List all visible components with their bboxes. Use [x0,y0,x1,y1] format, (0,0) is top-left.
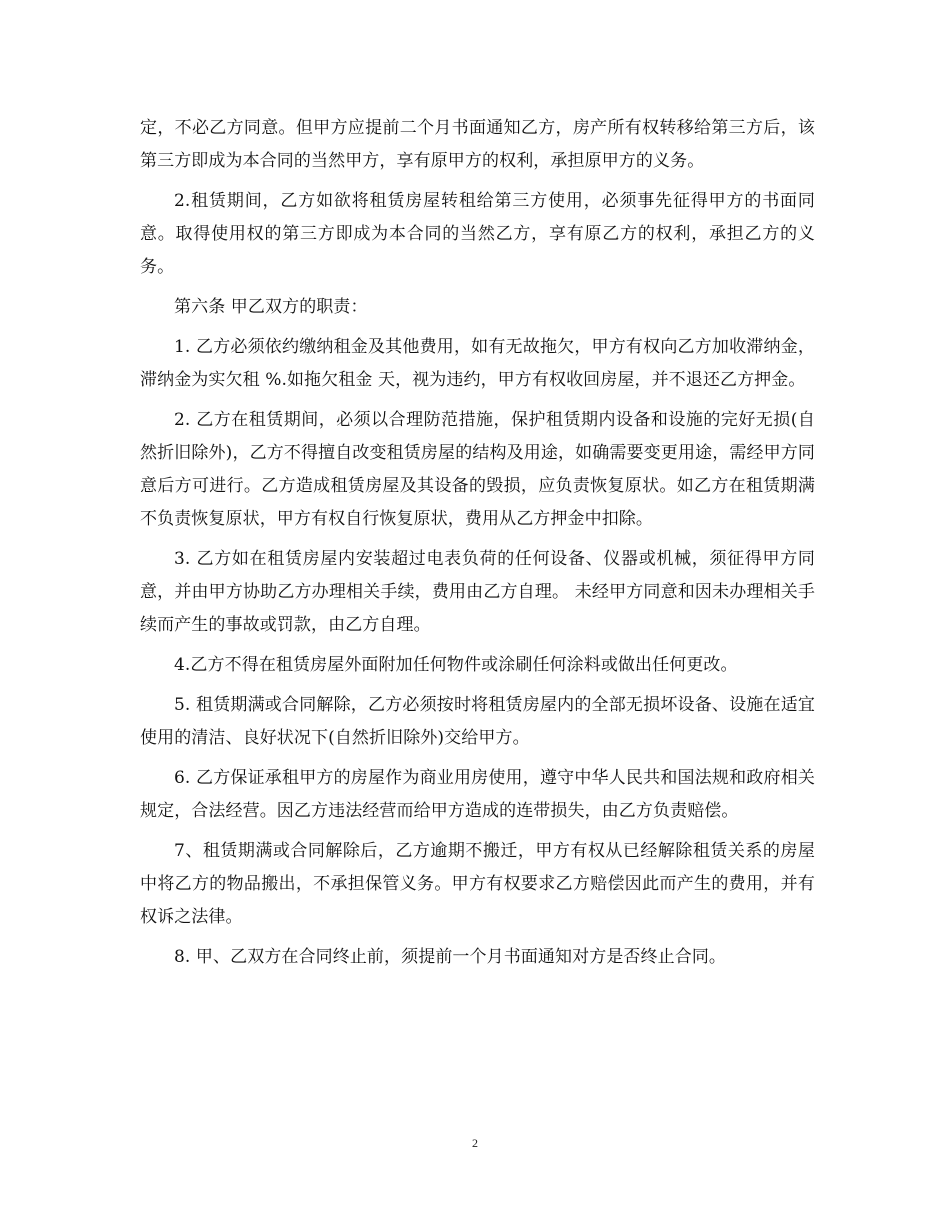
paragraph-duty-7: 7、租赁期满或合同解除后，乙方逾期不搬迁，甲方有权从已经解除租赁关系的房屋中将乙方的物品搬出，不承担保管义务。甲方有权要求乙方赔偿因此而产生的费用，并有权诉之法律。 [140,841,815,927]
article-six-heading: 第六条 甲乙双方的职责： [174,297,368,317]
paragraph-duty-1: 1. 乙方必须依约缴纳租金及其他费用，如有无故拖欠，甲方有权向乙方加收滞纳金，滞纳金为实欠租 %.如拖欠租金 天，视为违约，甲方有权收回房屋，并不退还乙方押金。 [140,337,815,390]
paragraph-duty-8: 8. 甲、乙双方在合同终止前，须提前一个月书面通知对方是否终止合同。 [174,947,727,967]
paragraph-duty-3: 3. 乙方如在租赁房屋内安装超过电表负荷的任何设备、仪器或机械，须征得甲方同意，并由甲方协助乙方办理相关手续，费用由乙方自理。 未经甲方同意和因未办理相关手续而产生的事故或罚款，由乙方自理。 [140,549,815,635]
paragraph-duty-4: 4.乙方不得在租赁房屋外面附加任何物件或涂刷任何涂料或做出任何更改。 [174,655,738,675]
paragraph-duty-6: 6. 乙方保证承租甲方的房屋作为商业用房使用，遵守中华人民共和国法规和政府相关规定，合法经营。因乙方违法经营而给甲方造成的连带损失，由乙方负责赔偿。 [140,768,815,821]
paragraph-continuation: 定，不必乙方同意。但甲方应提前二个月书面通知乙方，房产所有权转移给第三方后，该第三方即成为本合同的当然甲方，享有原甲方的权利，承担原甲方的义务。 [140,118,815,171]
paragraph-duty-2: 2. 乙方在租赁期间，必须以合理防范措施，保护租赁期内设备和设施的完好无损(自然折旧除外)，乙方不得擅自改变租赁房屋的结构及用途，如确需要变更用途，需经甲方同意后方可进行。乙方造成租赁房屋及其设备的毁损，应负责恢复原状。如乙方在租赁期满不负责恢复原状，甲方有权自行恢复原状，费用从乙方押金中扣除。 [140,410,815,529]
paragraph-clause-2-sublease: 2.租赁期间，乙方如欲将租赁房屋转租给第三方使用，必须事先征得甲方的书面同意。取得使用权的第三方即成为本合同的当然乙方，享有原乙方的权利，承担乙方的义务。 [140,191,815,277]
paragraph-duty-5: 5. 租赁期满或合同解除，乙方必须按时将租赁房屋内的全部无损坏设备、设施在适宜使用的清洁、良好状况下(自然折旧除外)交给甲方。 [140,695,815,748]
page-body [140,112,815,981]
page-number: 2 [472,1136,478,1150]
